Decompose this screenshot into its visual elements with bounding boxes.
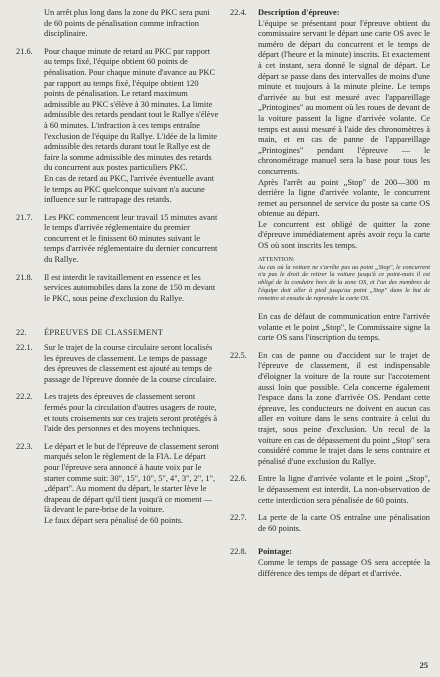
numbered-item	[16, 273, 219, 305]
numbered-item	[16, 442, 219, 527]
numbered-item	[230, 474, 430, 506]
paragraph: Pour chaque minute de retard au PKC par rapport au temps fixé, l'équipe obtient 60 points de pénalisation. Pour chaque minute d'avance au PKC par rapport au temps fixé, l'équipe obtient 120 points de pénalisation. Le retard maximum admissible au PKC s'élève à 30 minutes. La limite admissible des retards pendant tout le Rallye s'élève à 60 minutes. L'infraction à ces temps entraîne l'exclusion de l'équipe du Rallye. L'idée de la limite admissible des retards durant tout le Rallye est de faire la somme admissible des minutes des retards du concurrent aux postes particuliers PKC.	[44, 46, 219, 173]
item-number: 21.7.	[16, 212, 33, 222]
paragraph: Au cas où la voiture ne s'arrête pas au point „Stop", le concurrent n'a pas le droit de retirer la voiture jusqu'à ce point-mais il est obligé de la conduire hors de la zone OS, et l'un des membres de l'équipe doit aller à pied jusqu'au point „Stop" dans le but de remettre et ensuite de reprendre la carte OS.	[258, 263, 430, 303]
spacer	[16, 435, 219, 442]
item-body	[44, 343, 219, 385]
spacer	[16, 385, 219, 392]
spacer	[230, 344, 430, 351]
spacer	[16, 266, 219, 273]
section-number: 22.	[16, 328, 27, 338]
numbered-item	[230, 8, 430, 252]
item-number: 22.5.	[230, 350, 247, 360]
item-number: 22.7.	[230, 513, 247, 523]
paragraph: En cas de défaut de communication entre l'arrivée volante et le point „Stop", le Commissaire signe la carte OS sans l'inscription du temps.	[258, 312, 430, 343]
item-body	[258, 8, 430, 252]
spacer	[230, 506, 430, 513]
spacer	[230, 467, 430, 474]
item-body	[258, 351, 430, 468]
item-body	[44, 273, 219, 305]
paragraph: Comme le temps de passage OS sera acceptée la différence des temps de départ et d'arrivée.	[258, 557, 430, 578]
numbered-item	[230, 351, 430, 468]
numbered-item	[16, 392, 219, 434]
item-number: 22.2.	[16, 392, 33, 402]
numbered-item	[16, 343, 219, 385]
item-number: 22.6.	[230, 474, 247, 484]
item-number: 22.8.	[230, 547, 247, 557]
paragraph: ATTENTION:	[258, 255, 295, 263]
paragraph: Le départ et le but de l'épreuve de classement seront marqués selon le règlement de la FIA. Le départ pour l'épreuve sera annoncé à haute voix par le starter comme suit: 30", 15", 10", 5", 4", 3", 2", 1", „départ". Au moment du départ, le starter lève le drapeau de départ qu'il tient jusqu'à ce moment — là devant le pare-brise de la voiture.	[44, 441, 219, 515]
item-body	[44, 442, 219, 527]
section-title: ÉPREUVES DE CLASSEMENT	[44, 328, 164, 338]
item-body	[44, 47, 219, 206]
page-number: 25	[419, 661, 428, 670]
numbered-item	[16, 213, 219, 266]
paragraph: Le concurrent est obligé de quitter la zone d'épreuve immédiatement après avoir reçu la carte OS où sont inscrits les temps.	[258, 219, 430, 251]
paragraph: Le faux départ sera pénalisé de 60 points.	[44, 515, 184, 525]
numbered-item	[230, 547, 430, 579]
numbered-item	[16, 47, 219, 206]
spacer	[230, 534, 430, 547]
paragraph: L'équipe se présentant pour l'épreuve obtient du commissaire servant le départ une carte OS avec le numéro de départ du concurrent et le temps de départ (l'heure et la minute) inscrits. Et exactement à cet instant, sera donné le signal de départ. Le départ se passe dans des intervalles de moins d'une minute et toujours à la minute pleine. Le temps d'arrivée au but est mesuré avec l'appareillage „Printogines" au moment où les roues de devant de la voiture passent la ligne d'arrivée volante. Ce temps est aussi mesuré à l'aide des chronomètres à main, et en cas de panne de l'appareillage „Printogines" pendant l'épreuve — le chronométrage manuel sera la base pour tous les concurrents.	[258, 18, 430, 176]
item-number: 22.4.	[230, 8, 247, 17]
item-body	[258, 513, 430, 534]
paragraph: La perte de la carte OS entraîne une pénalisation de 60 points.	[258, 513, 430, 533]
item-title: Description d'épreuve:	[258, 8, 340, 17]
numbered-item	[230, 513, 430, 534]
paragraph: Les trajets des épreuves de classement seront fermés pour la circulation d'autres usagers de route, et touts croisements sur ces trajets seront protégés à l'aide des personnes et des moyens techniques.	[44, 392, 218, 434]
spacer	[16, 206, 219, 213]
spacer	[230, 303, 430, 312]
item-body	[44, 392, 219, 434]
paragraph: Après l'arrêt au point „Stop" de 200—300 m derrière la ligne d'arrivée volante, le concurrent remet au personnel de service du poste sa carte OS obtenue au départ.	[258, 177, 430, 219]
item-number: 21.8.	[16, 272, 33, 282]
paragraph: En cas de retard au PKC, l'arrivée éventuelle avant le temps au PKC quelconque suivant n'a aucune influence sur le rattrapage des retards.	[44, 173, 215, 205]
spacer	[16, 40, 219, 47]
right-column	[230, 8, 430, 579]
item-number: 21.6.	[16, 46, 33, 56]
paragraph: En cas de panne ou d'accident sur le trajet de l'épreuve de classement, il est indispensable d'éloigner la voiture de la route sur l'accotement aussi loin que possible. Cela concerne également l'espace dans la zone d'arrivée OS. Pendant cette épreuve, les conducteurs ne doivent en aucun cas aller en voiture dans le sens contraire à celui du trajet, sous peine d'exclusion. Un recul de la voiture en cas de dépassement du point „Stop" sera considéré comme le trajet dans le sens contraire et pénalisé d'une exclusion du Rallye.	[258, 350, 430, 466]
item-body	[258, 547, 430, 579]
paragraph: Il est interdit le ravitaillement en essence et les services automobiles dans la zone de 150 m devant le PKC, sous peine d'exclusion du Rallye.	[44, 272, 216, 303]
item-number: 22.3.	[16, 441, 33, 451]
section-heading	[16, 328, 219, 339]
item-title: Pointage:	[258, 547, 292, 557]
item-body	[44, 213, 219, 266]
paragraph: Sur le trajet de la course circulaire seront localisés les épreuves de classement. Le temps de passage des épreuves de classement est ajouté au temps de passage de l'épreuve donnée de la course circulaire.	[44, 343, 217, 384]
spacer	[16, 304, 219, 328]
paragraph: Un arrêt plus long dans la zone du PKC sera puni de 60 points de pénalisation comme infraction disciplinaire.	[44, 8, 210, 39]
paragraph: Entre la ligne d'arrivée volante et le point „Stop", le dépassement est interdit. La non-observation de cette interdiction sera pénalisée de 60 points.	[258, 474, 430, 505]
paragraph: Les PKC commencent leur travail 15 minutes avant le temps d'arrivée réglementaire du premier concurrent et le finissent 60 minutes suivant le temps d'arrivée réglementaire du dernier concurrent du Rallye.	[44, 212, 218, 265]
item-number: 22.1.	[16, 343, 33, 353]
item-body	[258, 474, 430, 506]
left-column	[16, 8, 219, 527]
